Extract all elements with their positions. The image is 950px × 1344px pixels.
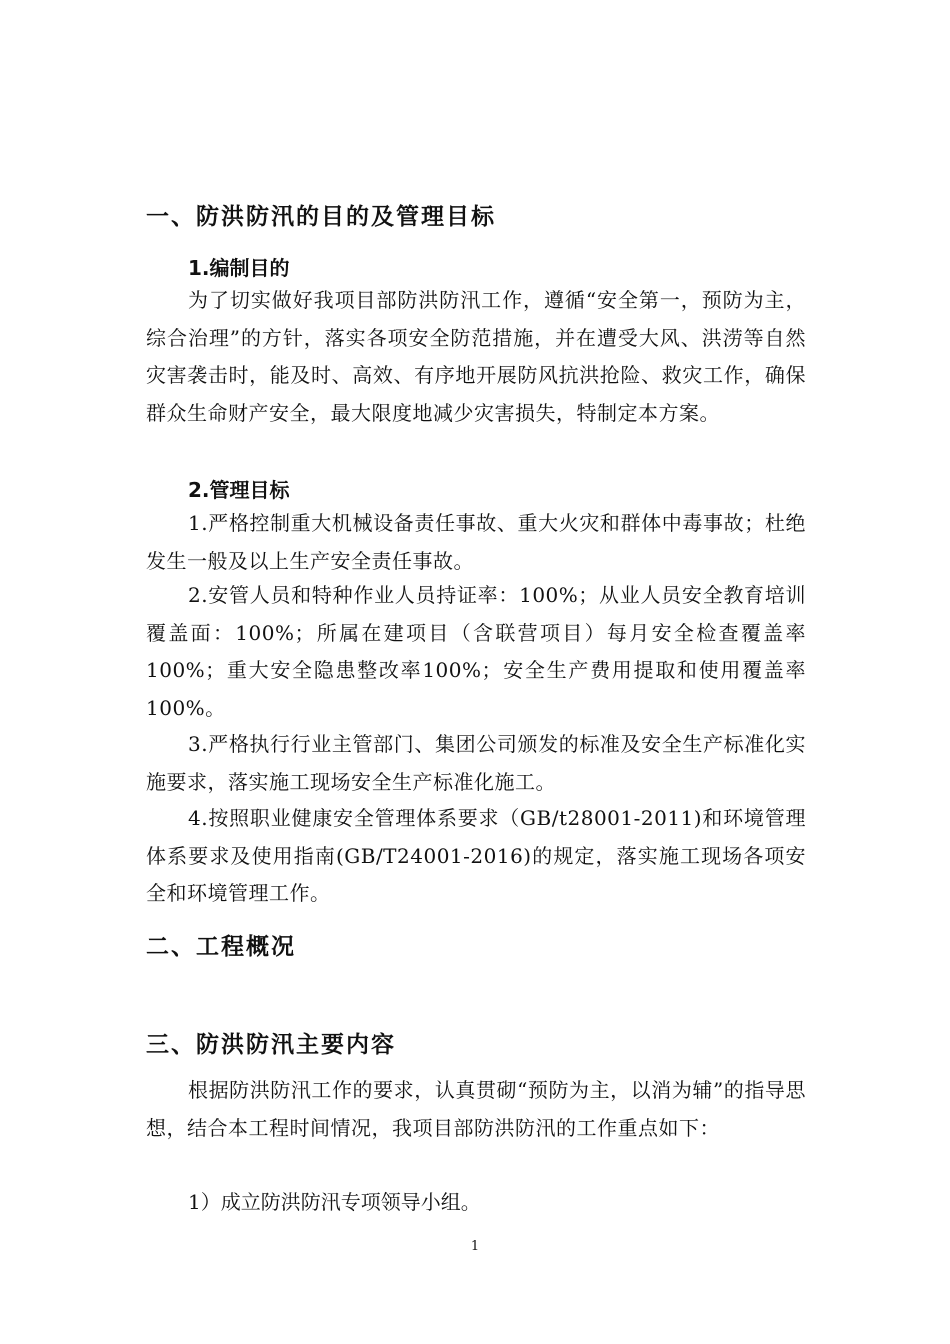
list-item-1: 1）成立防洪防汛专项领导小组。 (188, 1190, 481, 1214)
page-number: 1 (470, 1239, 480, 1254)
goal-paragraph-4: 4.按照职业健康安全管理体系要求（GB/t28001-2011)和环境管理体系要求及使用指南(GB/T24001-2016)的规定，落实施工现场各项安全和环境管理工作。 (146, 806, 806, 905)
goal-paragraph-2: 2.安管人员和特种作业人员持证率：100%；从业人员安全教育培训覆盖面：100%；所属在建项目（含联营项目）每月安全检查覆盖率100%；重大安全隐患整改率100%；安全生产费用提取和使用覆盖率100%。 (146, 583, 806, 720)
section-1-subheading-purpose: 1.编制目的 (188, 256, 290, 280)
section-3-paragraph: 根据防洪防汛工作的要求，认真贯砌“预防为主，以消为辅”的指导思想，结合本工程时间情况，我项目部防洪防汛的工作重点如下： (146, 1078, 806, 1140)
purpose-paragraph: 为了切实做好我项目部防洪防汛工作，遵循“安全第一，预防为主，综合治理”的方针，落实各项安全防范措施，并在遭受大风、洪涝等自然灾害袭击时，能及时、高效、有序地开展防风抗洪抢险、救灾工作，确保群众生命财产安全，最大限度地减少灾害损失，特制定本方案。 (146, 288, 806, 425)
section-2-heading: 二、工程概况 (146, 934, 296, 960)
goal-paragraph-3: 3.严格执行行业主管部门、集团公司颁发的标准及安全生产标准化实施要求，落实施工现场安全生产标准化施工。 (146, 732, 806, 794)
goal-paragraph-1: 1.严格控制重大机械设备责任事故、重大火灾和群体中毒事故；杜绝发生一般及以上生产安全责任事故。 (146, 511, 806, 573)
section-1-heading: 一、防洪防汛的目的及管理目标 (146, 204, 496, 230)
section-1-subheading-goals: 2.管理目标 (188, 478, 290, 502)
section-3-heading: 三、防洪防汛主要内容 (146, 1032, 396, 1058)
